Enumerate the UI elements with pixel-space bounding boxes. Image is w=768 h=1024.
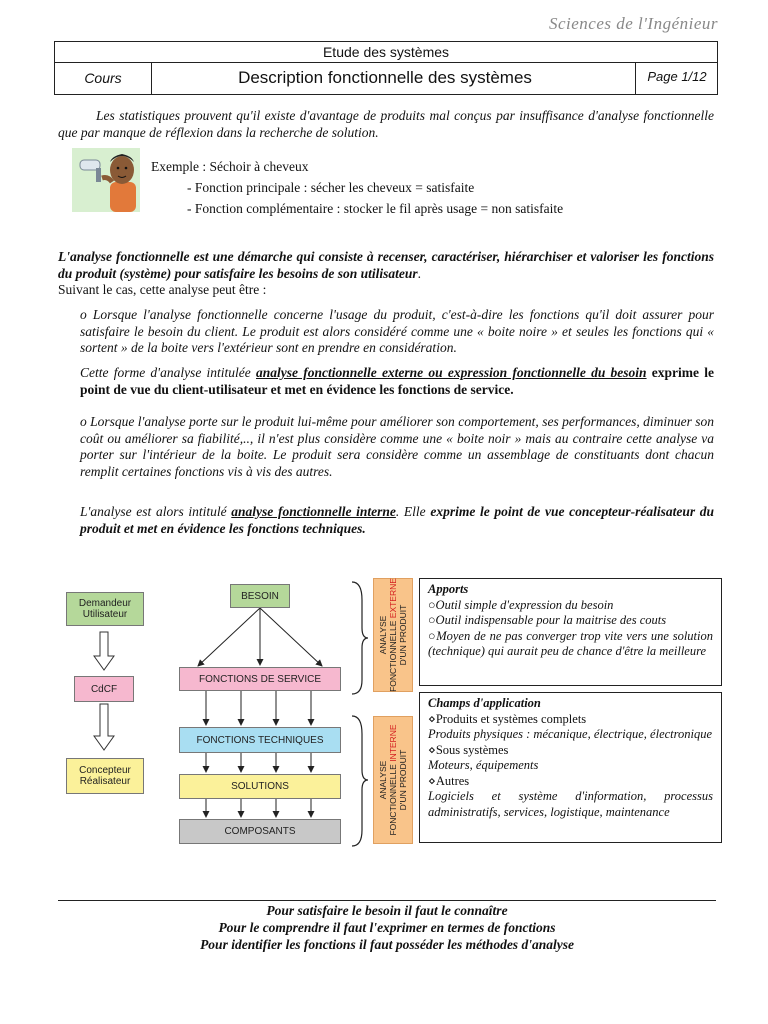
benefit-item: ○Outil simple d'expression du besoin bbox=[428, 597, 614, 612]
internal-analysis-band bbox=[373, 716, 413, 844]
need-box: BESOIN bbox=[230, 584, 290, 608]
definition-period: . bbox=[417, 265, 422, 281]
document-type: Cours bbox=[55, 62, 152, 94]
internal-end: . bbox=[362, 520, 366, 536]
solutions-box: SOLUTIONS bbox=[179, 774, 341, 799]
definition-paragraph bbox=[58, 249, 714, 299]
internal-mid: . Elle bbox=[395, 504, 426, 519]
field-detail: Produits physiques : mécanique, électrique, électronique bbox=[428, 727, 713, 741]
field-heading: ⋄Produits et systèmes complets bbox=[428, 711, 587, 726]
external-analysis-band bbox=[373, 578, 413, 692]
application-fields-box bbox=[419, 692, 722, 843]
example-title: Exemple : Séchoir à cheveux bbox=[151, 159, 309, 174]
requester-box: Demandeur Utilisateur bbox=[66, 592, 144, 626]
subject-title: Etude des systèmes bbox=[55, 42, 717, 63]
benefit-item: ○Moyen de ne pas converger trop vite vers une solution (technique) qui aurait peu de chance d'être la meilleure bbox=[428, 628, 713, 658]
footer-line-3: Pour identifier les fonctions il faut posséder les méthodes d'analyse bbox=[200, 937, 574, 952]
technical-functions-box: FONCTIONS TECHNIQUES bbox=[179, 727, 341, 753]
page-number: Page 1/12 bbox=[635, 62, 718, 94]
internal-analysis-summary bbox=[80, 504, 714, 537]
benefit-item: ○Outil indispensable pour la maitrise des couts bbox=[428, 613, 667, 627]
field-detail: Moteurs, équipements bbox=[428, 758, 539, 772]
external-analysis-case: o Lorsque l'analyse fonctionnelle concerne l'usage du produit, c'est-à-dire les fonctions qu'il doit assurer pour satisfaire le besoin du client. Le produit est alors considéré comme une « boite noire » et seules les fonctions qui « sortent » de la boite vers l'extérieur sont en prendre en considération. bbox=[80, 307, 714, 355]
designer-box: Concepteur Réalisateur bbox=[66, 758, 144, 794]
benefits-box bbox=[419, 578, 722, 686]
brand-mark: Sciences de l'Ingénieur bbox=[548, 14, 718, 33]
cdcf-box: CdCF bbox=[74, 676, 134, 702]
external-band-word-3: EXTERNE bbox=[388, 578, 398, 619]
benefits-title: Apports bbox=[428, 582, 469, 596]
components-box: COMPOSANTS bbox=[179, 819, 341, 844]
external-lead: Cette forme d'analyse intitulée bbox=[80, 365, 251, 380]
external-band-word-4: D'UN PRODUIT bbox=[398, 604, 408, 666]
field-heading: ⋄Autres bbox=[428, 773, 470, 788]
definition-text: L'analyse fonctionnelle est une démarche qui consiste à recenser, caractériser, hiérarchiser et valoriser les fonctions du produit (système) pour satisfaire les besoins de son utilisateur bbox=[58, 249, 714, 281]
internal-rest: exprime le point de vue concepteur-réalisateur du produit et met en évidence les fonctions techniques bbox=[80, 504, 715, 536]
external-term: analyse fonctionnelle externe ou expression fonctionnelle du besoin bbox=[256, 365, 647, 380]
external-rest: exprime le point de vue du client-utilisateur et met en évidence les fonctions de service. bbox=[80, 365, 714, 397]
diagram-connectors bbox=[0, 570, 420, 860]
footer-line-1: Pour satisfaire le besoin il faut le connaître bbox=[266, 903, 508, 918]
internal-analysis-case: o Lorsque l'analyse porte sur le produit lui-même pour améliorer son comportement, ses performances, diminuer son coût ou améliorer sa fiabilité,.., il n'est plus considère comme une « boite noir » mais au contraire cette analyse va porter sur l'intérieur de la boite. Le produit sera considère comme un assemblage de constituants dont chacun remplit certaines fonctions vis à vis des autres. bbox=[80, 414, 714, 479]
intro-paragraph: Les statistiques prouvent qu'il existe d'avantage de produits mal conçus par insuffisance d'analyse fonctionnelle que par manque de réflexion dans la recherche de solution. bbox=[58, 108, 714, 140]
field-heading: ⋄Sous systèmes bbox=[428, 742, 509, 757]
field-detail: Logiciels et système d'information, processus administratifs, services, logistique, maintenance bbox=[428, 789, 713, 819]
external-band-word-2: FONCTIONNELLE bbox=[388, 620, 398, 692]
service-functions-box: FONCTIONS DE SERVICE bbox=[179, 667, 341, 691]
footer-divider bbox=[58, 900, 716, 901]
footer-line-2: Pour le comprendre il faut l'exprimer en termes de fonctions bbox=[218, 920, 556, 935]
external-analysis-summary bbox=[80, 365, 714, 398]
definition-suite: Suivant le cas, cette analyse peut être : bbox=[58, 282, 267, 297]
internal-term: analyse fonctionnelle interne bbox=[231, 504, 396, 519]
internal-band-word-4: D'UN PRODUIT bbox=[398, 749, 408, 811]
internal-band-word-1: ANALYSE bbox=[378, 760, 388, 800]
hair-dryer-illustration bbox=[72, 148, 140, 212]
internal-band-word-3: INTERNE bbox=[388, 724, 398, 762]
header-table bbox=[54, 41, 718, 95]
application-fields-title: Champs d'application bbox=[428, 696, 541, 710]
page-title: Description fonctionnelle des systèmes bbox=[238, 68, 532, 87]
internal-band-word-2: FONCTIONNELLE bbox=[388, 764, 398, 836]
external-band-word-1: ANALYSE bbox=[378, 615, 388, 655]
internal-lead: L'analyse est alors intitulé bbox=[80, 504, 227, 519]
example-main-function: - Fonction principale : sécher les cheveux = satisfaite bbox=[187, 180, 475, 195]
example-complementary-function: - Fonction complémentaire : stocker le fil après usage = non satisfaite bbox=[187, 201, 564, 216]
